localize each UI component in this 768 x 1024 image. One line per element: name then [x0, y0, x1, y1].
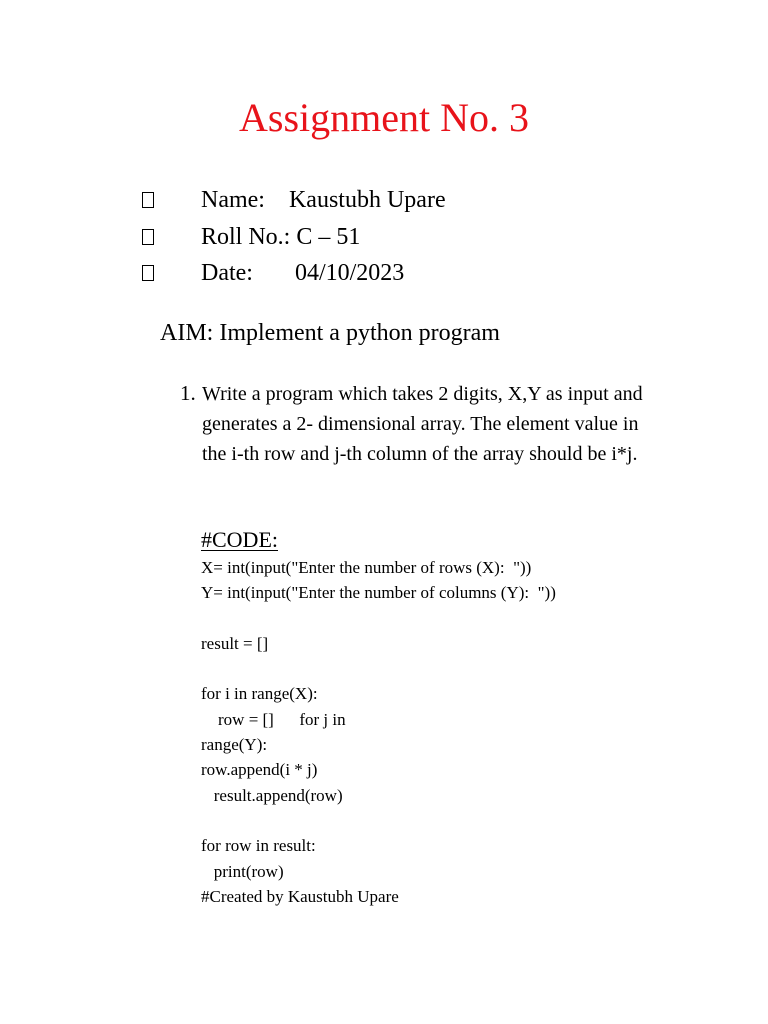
page-title: Assignment No. 3	[239, 95, 529, 140]
code-line: row.append(i * j)	[201, 760, 318, 780]
missing-glyph-bullet-icon	[142, 229, 154, 245]
code-line: Y= int(input("Enter the number of columns (Y): "))	[201, 583, 556, 603]
question-number: 1.	[180, 381, 196, 405]
code-heading: #CODE:	[201, 527, 278, 552]
info-item-roll	[140, 220, 361, 257]
missing-glyph-bullet-icon	[142, 192, 154, 208]
info-item-name	[140, 183, 446, 220]
code-line	[201, 656, 556, 681]
missing-glyph-bullet-icon	[142, 265, 154, 281]
info-roll-text: Roll No.: C – 51	[201, 223, 361, 250]
info-name-text: Name: Kaustubh Upare	[201, 187, 446, 213]
code-line: result = []	[201, 633, 269, 653]
code-line: result.append(row)	[201, 785, 343, 805]
info-item-date	[140, 256, 405, 293]
code-line: #Created by Kaustubh Upare	[201, 886, 399, 906]
code-line: for row in result:	[201, 836, 316, 856]
aim-statement: AIM: Implement a python program	[160, 320, 500, 346]
code-line: for i in range(X):	[201, 684, 318, 704]
code-line: X= int(input("Enter the number of rows (X): "))	[201, 558, 532, 577]
code-line: row = [] for j in	[201, 709, 346, 729]
code-block	[201, 555, 556, 909]
code-line: print(row)	[201, 861, 284, 881]
code-line	[201, 808, 556, 833]
code-line: range(Y):	[201, 735, 268, 755]
student-info-list	[140, 183, 446, 293]
info-date-text: Date: 04/10/2023	[201, 260, 405, 286]
question-text: Write a program which takes 2 digits, X,Y as input and generates a 2- dimensional array. The element value in the i-th row and j-th column of the array should be i*j.	[202, 383, 643, 465]
code-line	[201, 606, 556, 631]
